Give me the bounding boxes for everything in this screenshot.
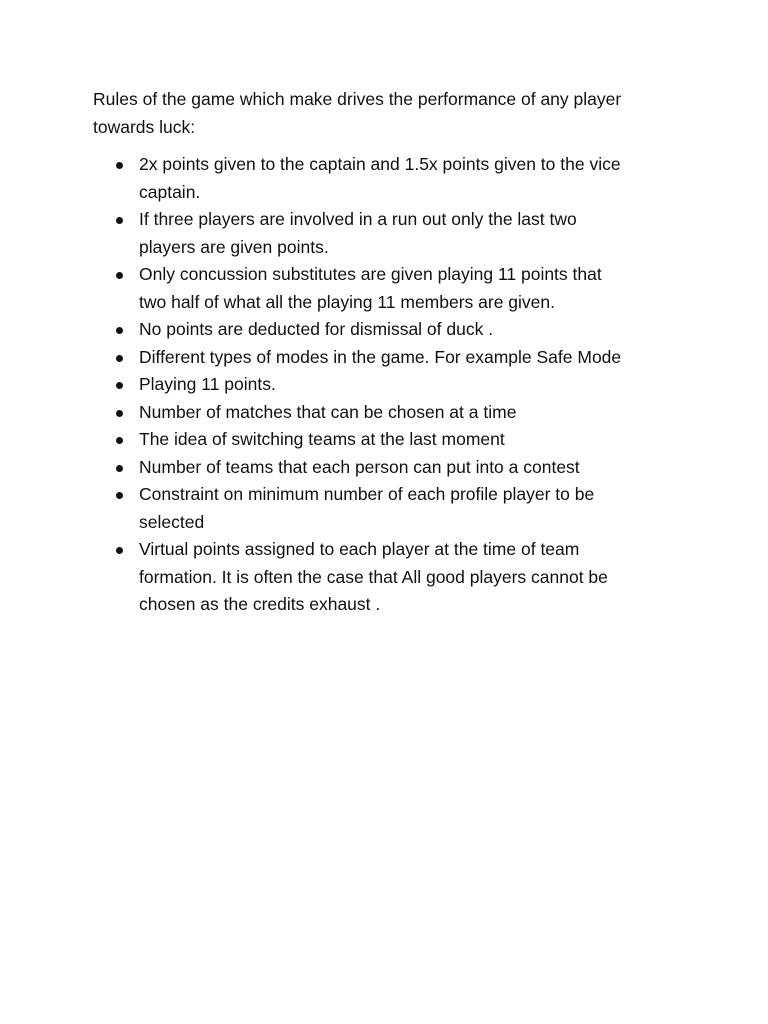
rule-text: 2x points given to the captain and 1.5x points given to the vice captain.: [139, 154, 621, 202]
rule-text: Only concussion substitutes are given playing 11 points that two half of what all the playing 11 members are given.: [139, 264, 602, 312]
intro-paragraph: Rules of the game which make drives the performance of any player towards luck:: [93, 89, 622, 137]
list-item: [93, 261, 693, 316]
list-item: [93, 206, 693, 261]
list-item: [93, 371, 693, 399]
list-item: [93, 454, 693, 482]
document-body: [93, 86, 693, 619]
rule-text: Virtual points assigned to each player at the time of team formation. It is often the case that All good players cannot be chosen as the credits exhaust .: [139, 539, 608, 614]
bullet-icon: [116, 272, 123, 279]
bullet-icon: [116, 217, 123, 224]
list-item: [93, 151, 693, 206]
rule-text: No points are deducted for dismissal of duck .: [139, 319, 494, 339]
rule-text: Number of matches that can be chosen at a time: [139, 401, 517, 422]
rule-text: Different types of modes in the game. For example Safe Mode: [139, 346, 622, 367]
bullet-icon: [116, 410, 123, 417]
rule-text: If three players are involved in a run out only the last two players are given points.: [139, 209, 577, 257]
bullet-icon: [116, 492, 123, 499]
list-item: [93, 344, 693, 372]
bullet-icon: [116, 355, 123, 362]
rules-list: [93, 151, 693, 619]
rule-text: Number of teams that each person can put into a contest: [139, 456, 580, 477]
bullet-icon: [116, 547, 123, 554]
list-item: [93, 399, 693, 427]
rule-text: The idea of switching teams at the last moment: [139, 429, 505, 449]
bullet-icon: [116, 382, 123, 389]
list-item: [93, 536, 693, 619]
bullet-icon: [116, 327, 123, 334]
rule-text: Playing 11 points.: [139, 374, 276, 394]
bullet-icon: [116, 465, 123, 472]
rule-text: Constraint on minimum number of each profile player to be selected: [139, 484, 595, 532]
list-item: [93, 316, 693, 344]
list-item: [93, 426, 693, 454]
bullet-icon: [116, 437, 123, 444]
bullet-icon: [116, 162, 123, 169]
list-item: [93, 481, 693, 536]
